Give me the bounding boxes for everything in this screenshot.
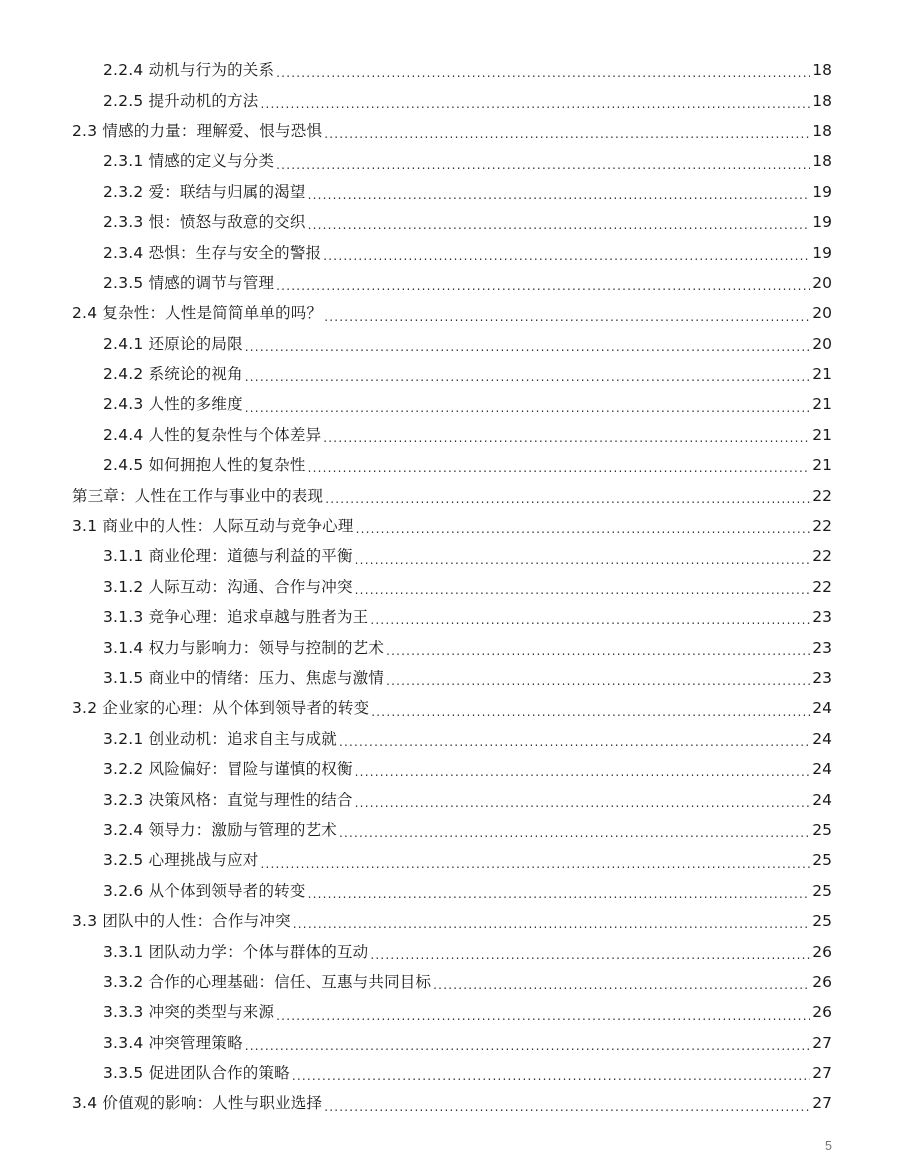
toc-entry[interactable] (0, 116, 904, 146)
toc-entry-page: 18 (812, 121, 832, 140)
toc-dot-leader (433, 979, 810, 997)
toc-dot-leader (323, 250, 810, 268)
toc-entry-page: 20 (812, 334, 832, 353)
toc-entry[interactable] (0, 389, 904, 419)
toc-entry-title: 3.2.6 从个体到领导者的转变 (103, 881, 306, 900)
toc-entry-title: 3.2.5 心理挑战与应对 (103, 851, 259, 870)
toc-entry-page: 19 (812, 213, 832, 232)
toc-entry[interactable] (0, 85, 904, 115)
toc-dot-leader (339, 736, 810, 754)
toc-entry[interactable] (0, 1058, 904, 1088)
toc-entry-page: 26 (812, 972, 832, 991)
toc-entry-page: 19 (812, 182, 832, 201)
toc-entry-title: 3.2.1 创业动机：追求自主与成就 (103, 729, 337, 748)
toc-entry-page: 24 (812, 760, 832, 779)
toc-entry-page: 23 (812, 669, 832, 687)
toc-entry-title: 3.3.2 合作的心理基础：信任、互惠与共同目标 (103, 972, 432, 991)
toc-dot-leader (245, 402, 810, 420)
toc-dot-leader (308, 219, 810, 237)
toc-entry-title: 2.3.5 情感的调节与管理 (103, 273, 275, 292)
toc-entry[interactable] (0, 572, 904, 602)
toc-dot-leader (370, 614, 810, 632)
toc-entry[interactable] (0, 541, 904, 571)
toc-entry[interactable] (0, 906, 904, 936)
toc-entry-title: 2.2.5 提升动机的方法 (103, 91, 259, 110)
toc-entry-title: 3.4 价值观的影响：人性与职业选择 (72, 1094, 323, 1113)
toc-entry-page: 23 (812, 638, 832, 657)
toc-dot-leader (339, 827, 810, 845)
toc-dot-leader (308, 462, 810, 480)
toc-entry-title: 2.4.5 如何拥抱人性的复杂性 (103, 456, 306, 475)
toc-entry[interactable] (0, 55, 904, 85)
toc-dot-leader (386, 645, 810, 663)
toc-dot-leader (276, 67, 810, 85)
toc-entry[interactable] (0, 724, 904, 754)
toc-entry[interactable] (0, 754, 904, 784)
toc-entry-title: 3.1.1 商业伦理：道德与利益的平衡 (103, 547, 353, 566)
toc-entry-title: 3.3 团队中的人性：合作与冲突 (72, 912, 291, 931)
toc-entry-title: 2.3 情感的力量：理解爱、恨与恐惧 (72, 121, 323, 140)
toc-entry-page: 25 (812, 851, 832, 870)
toc-entry-page: 22 (812, 517, 832, 536)
toc-entry-title: 3.2.3 决策风格：直觉与理性的结合 (103, 790, 353, 809)
toc-entry-page: 18 (812, 152, 832, 171)
toc-entry[interactable] (0, 1028, 904, 1058)
toc-entry-title: 3.2.4 领导力：激励与管理的艺术 (103, 820, 337, 839)
toc-entry-title: 第三章：人性在工作与事业中的表现 (72, 486, 324, 505)
toc-entry-page: 20 (812, 304, 832, 323)
toc-entry[interactable] (0, 845, 904, 875)
toc-entry[interactable] (0, 450, 904, 480)
toc-entry-page: 27 (812, 1094, 832, 1113)
toc-entry-title: 2.4.3 人性的多维度 (103, 395, 243, 414)
toc-entry-title: 3.2 企业家的心理：从个体到领导者的转变 (72, 699, 370, 718)
toc-entry-page: 22 (812, 547, 832, 566)
toc-entry-title: 2.3.4 恐惧：生存与安全的警报 (103, 243, 322, 262)
toc-entry[interactable] (0, 663, 904, 693)
toc-entry[interactable] (0, 1088, 904, 1118)
toc-entry-title: 3.1.5 商业中的情绪：压力、焦虑与激情 (103, 669, 385, 687)
toc-entry[interactable] (0, 632, 904, 662)
toc-entry-title: 3.3.5 促进团队合作的策略 (103, 1064, 290, 1083)
toc-entry[interactable] (0, 784, 904, 814)
toc-entry-title: 2.3.1 情感的定义与分类 (103, 152, 275, 171)
toc-dot-leader (245, 1040, 810, 1058)
toc-entry-page: 24 (812, 790, 832, 809)
toc-entry[interactable] (0, 298, 904, 328)
toc-dot-leader (276, 1010, 810, 1028)
toc-entry[interactable] (0, 237, 904, 267)
toc-dot-leader (323, 432, 810, 450)
toc-dot-leader (324, 1101, 810, 1119)
toc-entry-page: 19 (812, 243, 832, 262)
toc-entry-title: 2.4.1 还原论的局限 (103, 334, 243, 353)
toc-dot-leader (245, 341, 810, 359)
toc-dot-leader (293, 918, 810, 936)
toc-entry-page: 21 (812, 365, 832, 384)
toc-entry[interactable] (0, 967, 904, 997)
toc-entry-title: 3.3.3 冲突的类型与来源 (103, 1003, 275, 1022)
toc-entry-page: 22 (812, 486, 832, 505)
toc-entry-title: 2.4 复杂性：人性是简简单单的吗？ (72, 304, 323, 323)
toc-dot-leader (325, 493, 810, 511)
toc-entry-page: 22 (812, 577, 832, 596)
toc-dot-leader (276, 159, 810, 177)
toc-entry[interactable] (0, 359, 904, 389)
toc-dot-leader (370, 949, 810, 967)
toc-entry-title: 2.4.2 系统论的视角 (103, 365, 243, 384)
toc-entry[interactable] (0, 511, 904, 541)
toc-entry-page: 26 (812, 942, 832, 961)
toc-entry-title: 3.1.4 权力与影响力：领导与控制的艺术 (103, 638, 385, 657)
toc-entry-page: 25 (812, 912, 832, 931)
toc-entry-title: 2.2.4 动机与行为的关系 (103, 61, 275, 80)
toc-dot-leader (308, 189, 810, 207)
toc-entry-page: 24 (812, 729, 832, 748)
toc-entry-page: 25 (812, 881, 832, 900)
toc-entry-title: 2.4.4 人性的复杂性与个体差异 (103, 425, 322, 444)
toc-dot-leader (260, 858, 810, 876)
toc-entry[interactable] (0, 936, 904, 966)
toc-dot-leader (245, 371, 810, 389)
toc-entry-page: 25 (812, 820, 832, 839)
toc-dot-leader (355, 554, 810, 572)
toc-entry-chapter[interactable] (0, 480, 904, 510)
toc-entry[interactable] (0, 146, 904, 176)
toc-entry-page: 20 (812, 273, 832, 292)
toc-dot-leader (371, 706, 810, 724)
toc-entry-title: 3.3.1 团队动力学：个体与群体的互动 (103, 942, 369, 961)
toc-entry[interactable] (0, 207, 904, 237)
toc-dot-leader (355, 766, 810, 784)
toc-dot-leader (356, 523, 810, 541)
page-number: 5 (825, 1139, 832, 1153)
toc-entry[interactable] (0, 997, 904, 1027)
toc-dot-leader (276, 280, 810, 298)
toc-entry[interactable] (0, 420, 904, 450)
toc-entry-page: 21 (812, 456, 832, 475)
toc-entry-title: 3.2.2 风险偏好：冒险与谨慎的权衡 (103, 760, 353, 779)
toc-entry-title: 3.1 商业中的人性：人际互动与竞争心理 (72, 517, 354, 536)
table-of-contents (0, 55, 904, 1119)
toc-entry-title: 3.3.4 冲突管理策略 (103, 1033, 243, 1052)
toc-dot-leader (292, 1070, 810, 1088)
toc-dot-leader (355, 797, 810, 815)
toc-dot-leader (355, 584, 810, 602)
toc-entry-page: 24 (812, 699, 832, 718)
toc-entry-title: 2.3.2 爱：联结与归属的渴望 (103, 182, 306, 201)
toc-dot-leader (260, 98, 810, 116)
toc-entry[interactable] (0, 815, 904, 845)
toc-entry[interactable] (0, 693, 904, 723)
toc-entry-page: 26 (812, 1003, 832, 1022)
toc-entry-title: 3.1.2 人际互动：沟通、合作与冲突 (103, 577, 353, 596)
toc-entry-page: 23 (812, 608, 832, 627)
toc-entry[interactable] (0, 602, 904, 632)
toc-dot-leader (386, 675, 810, 693)
toc-dot-leader (324, 311, 810, 329)
toc-entry-page: 18 (812, 91, 832, 110)
toc-dot-leader (308, 888, 810, 906)
toc-entry-title: 3.1.3 竞争心理：追求卓越与胜者为王 (103, 608, 369, 627)
toc-entry[interactable] (0, 329, 904, 359)
toc-entry[interactable] (0, 876, 904, 906)
toc-dot-leader (324, 128, 810, 146)
toc-entry[interactable] (0, 177, 904, 207)
toc-entry-page: 21 (812, 425, 832, 444)
toc-entry-title: 2.3.3 恨：愤怒与敌意的交织 (103, 213, 306, 232)
toc-entry-page: 27 (812, 1064, 832, 1083)
toc-entry[interactable] (0, 268, 904, 298)
toc-entry-page: 27 (812, 1033, 832, 1052)
toc-entry-page: 21 (812, 395, 832, 414)
toc-entry-page: 18 (812, 61, 832, 80)
